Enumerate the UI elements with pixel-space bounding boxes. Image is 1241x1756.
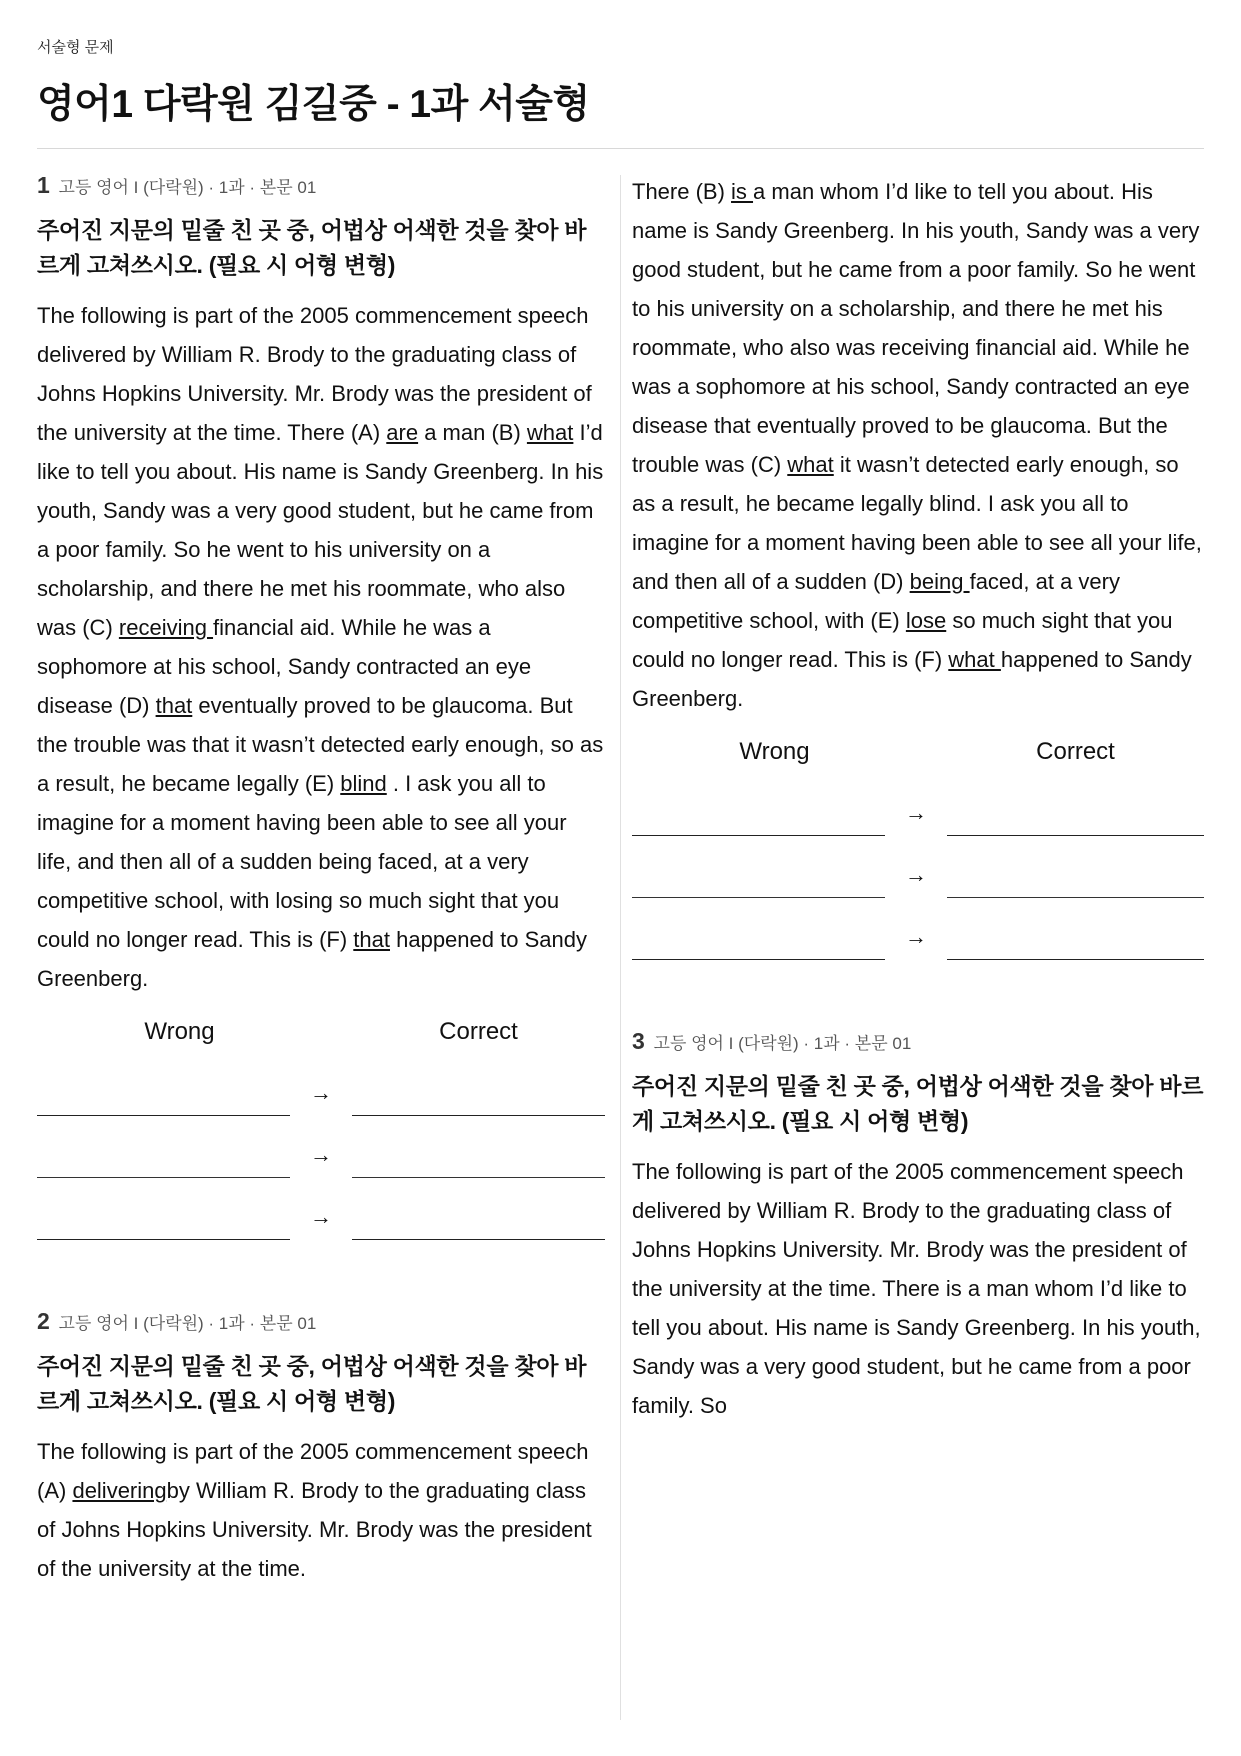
underlined-d: being [909, 569, 970, 594]
question-prompt: 주어진 지문의 밑줄 친 곳 중, 어법상 어색한 것을 찾아 바르게 고쳐쓰시오. (필요 시 어형 변형) [37, 217, 587, 278]
underlined-a: delivering [72, 1478, 167, 1503]
correct-answer-blank[interactable] [947, 958, 1204, 960]
passage-text: a man (B) [418, 420, 527, 445]
passage-text: The following is part of the 2005 commencement speech (A) [37, 1439, 589, 1503]
wrong-label: Wrong [739, 738, 810, 765]
question-prompt: 주어진 지문의 밑줄 친 곳 중, 어법상 어색한 것을 찾아 바르게 고쳐쓰시오. (필요 시 어형 변형) [632, 1073, 1204, 1134]
question-meta: 고등 영어 I (다락원) · 1과 · 본문 01 [58, 178, 317, 197]
underlined-c: receiving [118, 615, 214, 640]
underlined-e: lose [905, 608, 947, 633]
underlined-f: that [353, 927, 390, 952]
question-passage-part-1 [37, 1432, 605, 1588]
header-divider [37, 148, 1204, 149]
passage-text: financial aid. While he was a sophomore at his school, Sandy contracted an eye disease (D) [37, 615, 532, 718]
answer-table [632, 738, 1204, 960]
wrong-label: Wrong [144, 1018, 215, 1045]
passage-text: I’d like to tell you about. His name is Sandy Greenberg. In his youth, Sandy was a very good student, but he came from a poor family. So he went to his university on a scholarship, and there he met his roommate, who also was (C) [37, 420, 604, 640]
answer-row [37, 1178, 605, 1240]
underlined-f: what [948, 647, 1001, 672]
answer-row [37, 1054, 605, 1116]
answer-table-header [632, 738, 1204, 774]
correct-label: Correct [1036, 738, 1115, 765]
question-1 [37, 172, 605, 1240]
underlined-b: is [731, 179, 754, 204]
wrong-answer-blank[interactable] [632, 896, 885, 898]
passage-text: so much sight that you could no longer read. This is (F) [632, 608, 1173, 672]
page-title: 영어1 다락원 김길중 - 1과 서술형 [37, 83, 590, 126]
question-meta: 고등 영어 I (다락원) · 1과 · 본문 01 [58, 1314, 317, 1333]
question-meta: 고등 영어 I (다락원) · 1과 · 본문 01 [653, 1034, 912, 1053]
passage-text: happened to Sandy Greenberg. [37, 927, 587, 991]
underlined-a: are [386, 420, 419, 445]
underlined-c: what [787, 452, 834, 477]
passage-text: There (B) [632, 179, 732, 204]
question-number: 3 [632, 1028, 645, 1054]
column-divider [620, 175, 621, 1720]
question-2 [37, 1308, 605, 1598]
question-passage [37, 296, 605, 998]
answer-row [632, 836, 1204, 898]
answer-row [632, 774, 1204, 836]
page-header [37, 36, 1204, 129]
question-number: 2 [37, 1308, 50, 1334]
correct-label: Correct [439, 1018, 518, 1045]
question-2-continued [632, 172, 1204, 960]
underlined-e: blind [340, 771, 387, 796]
correct-answer-blank[interactable] [352, 1114, 605, 1116]
arrow-icon: → [310, 1142, 332, 1167]
wrong-answer-blank[interactable] [632, 834, 885, 836]
answer-row [37, 1116, 605, 1178]
question-header [37, 1308, 605, 1335]
correct-answer-blank[interactable] [352, 1176, 605, 1178]
question-header [37, 172, 605, 199]
underlined-d: that [155, 693, 193, 718]
passage-text: faced, at a very competitive school, with (E) [632, 569, 1120, 633]
passage-text: it wasn’t detected early enough, so as a result, he became legally blind. I ask you all to imagine for a moment having been able to see all your life, and then all of a sudden (D) [632, 452, 1202, 594]
right-column [632, 172, 1204, 1425]
question-passage: The following is part of the 2005 commencement speech delivered by William R. Brody to the graduating class of Johns Hopkins University. Mr. Brody was the president of the university at the time. There is a man whom I’d like to tell you about. His name is Sandy Greenberg. In his youth, Sandy was a very good student, but he came from a poor family. So [632, 1159, 1201, 1418]
answer-table-header [37, 1018, 605, 1054]
underlined-b: what [526, 420, 574, 445]
question-number: 1 [37, 172, 50, 198]
passage-text: by William R. Brody to the graduating class of Johns Hopkins University. Mr. Brody was the president of the university at the time. [37, 1478, 592, 1581]
wrong-answer-blank[interactable] [37, 1176, 290, 1178]
page-subtitle: 서술형 문제 [37, 39, 114, 56]
answer-row [632, 898, 1204, 960]
question-header [632, 1028, 1204, 1055]
correct-answer-blank[interactable] [352, 1238, 605, 1240]
question-prompt: 주어진 지문의 밑줄 친 곳 중, 어법상 어색한 것을 찾아 바르게 고쳐쓰시오. (필요 시 어형 변형) [37, 1353, 587, 1414]
arrow-icon: → [905, 924, 927, 949]
arrow-icon: → [310, 1204, 332, 1229]
correct-answer-blank[interactable] [947, 896, 1204, 898]
question-passage-part-2 [632, 172, 1204, 718]
passage-text: happened to Sandy Greenberg. [632, 647, 1192, 711]
wrong-answer-blank[interactable] [37, 1238, 290, 1240]
wrong-answer-blank[interactable] [632, 958, 885, 960]
passage-text: a man whom I’d like to tell you about. His name is Sandy Greenberg. In his youth, Sandy was a very good student, but he came from a poor family. So he went to his university on a scholarship, and there he met his roommate, who also was receiving financial aid. While he was a sophomore at his school, Sandy contracted an eye disease that eventually proved to be glaucoma. But the trouble was (C) [632, 179, 1200, 477]
correct-answer-blank[interactable] [947, 834, 1204, 836]
left-column [37, 172, 605, 1598]
arrow-icon: → [310, 1080, 332, 1105]
answer-table [37, 1018, 605, 1240]
arrow-icon: → [905, 862, 927, 887]
passage-text: eventually proved to be glaucoma. But the trouble was that it wasn’t detected early enough, so as a result, he became legally (E) [37, 693, 604, 796]
passage-text: . I ask you all to imagine for a moment having been able to see all your life, and then all of a sudden being faced, at a very competitive school, with losing so much sight that you could no longer read. This is (F) [37, 771, 567, 952]
passage-text: The following is part of the 2005 commencement speech delivered by William R. Brody to the graduating class of Johns Hopkins University. Mr. Brody was the president of the university at the time. There (A) [37, 303, 592, 445]
question-3 [632, 1028, 1204, 1425]
wrong-answer-blank[interactable] [37, 1114, 290, 1116]
arrow-icon: → [905, 800, 927, 825]
